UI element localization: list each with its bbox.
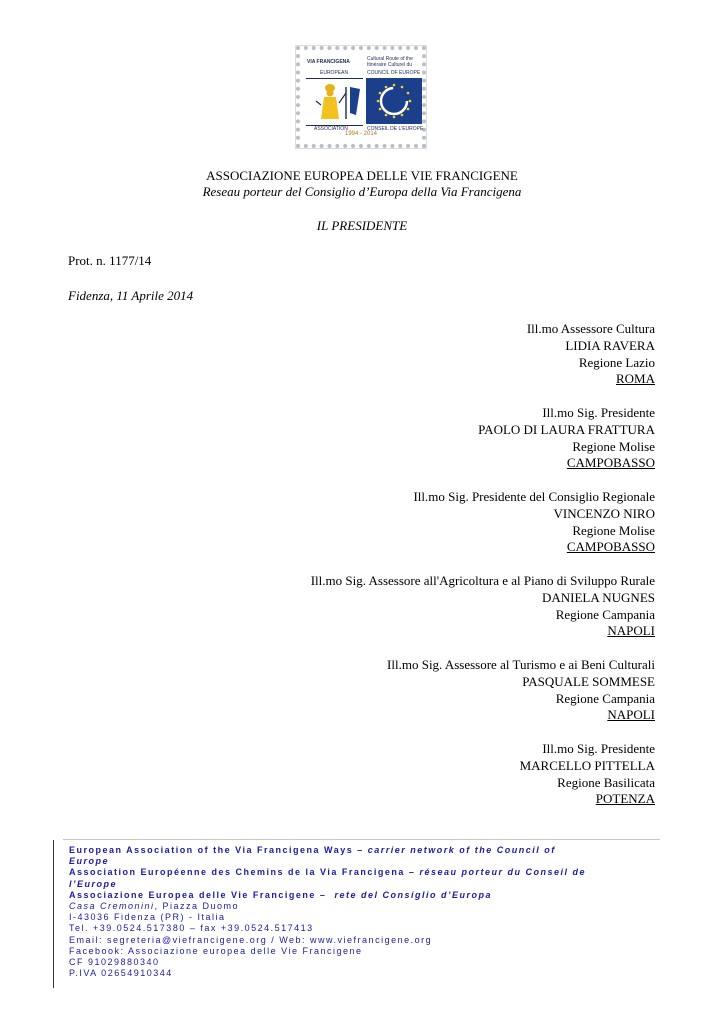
recipient-name: DANIELA NUGNES bbox=[541, 589, 655, 605]
logo-european: EUROPEAN bbox=[320, 70, 349, 76]
recipient-name: PAOLO DI LAURA FRATTURA bbox=[478, 421, 655, 437]
recipient-title: Ill.mo Sig. Presidente bbox=[542, 741, 655, 756]
recipient-title: Ill.mo Sig. Presidente bbox=[542, 405, 655, 420]
footer-cf: CF 91029880340 bbox=[69, 957, 160, 968]
recipient-title: Ill.mo Sig. Assessore all'Agricoltura e al Piano di Sviluppo Rurale bbox=[310, 573, 655, 588]
recipient-block bbox=[413, 489, 655, 556]
logo-association: ASSOCIATION bbox=[314, 126, 348, 132]
eu-stars-icon bbox=[366, 78, 422, 124]
recipient-region: Regione Basilicata bbox=[557, 774, 655, 790]
role-heading: IL PRESIDENTE bbox=[316, 218, 408, 233]
footer-casa: Casa Cremonini, Piazza Duomo bbox=[69, 901, 240, 912]
recipient-block bbox=[527, 321, 655, 388]
logo-cultural-route-2: Itinéraire Culturel du bbox=[367, 62, 413, 68]
footer-email-web: Email: segreteria@viefrancigene.org / Web: www.viefrancigene.org bbox=[69, 934, 433, 945]
date-line: Fidenza, 11 Aprile 2014 bbox=[68, 288, 194, 303]
footer bbox=[69, 845, 659, 979]
footer-line-english: European Association of the Via Francigena Ways – carrier network of the Council of bbox=[69, 845, 556, 855]
recipient-region: Regione Molise bbox=[572, 522, 655, 538]
recipient-city: CAMPOBASSO bbox=[566, 455, 655, 471]
logo-cultural-route-1: Cultural Route of the bbox=[367, 56, 413, 62]
recipient-city: NAPOLI bbox=[607, 707, 655, 723]
footer-divider bbox=[63, 839, 660, 840]
footer-piva: P.IVA 02654910344 bbox=[69, 968, 173, 979]
recipient-title: Ill.mo Assessore Cultura bbox=[526, 321, 655, 336]
recipient-title: Ill.mo Sig. Presidente del Consiglio Regionale bbox=[413, 489, 655, 504]
recipient-block bbox=[478, 405, 655, 472]
pilgrim-emblem bbox=[306, 78, 363, 126]
recipient-name: PASQUALE SOMMESE bbox=[522, 673, 655, 689]
council-emblem bbox=[366, 78, 422, 124]
footer-line-french: Association Européenne des Chemins de la Via Francigena – réseau porteur du Conseil de bbox=[69, 867, 586, 878]
recipient-city: NAPOLI bbox=[607, 623, 655, 639]
recipient-block bbox=[387, 657, 655, 724]
recipient-block bbox=[311, 573, 655, 640]
footer-line-italian: Associazione Europea delle Vie Francigene – rete del Consiglio d’Europa bbox=[69, 889, 492, 900]
logo-years: 1994 - 2014 bbox=[344, 131, 378, 137]
footer-phone: Tel. +39.0524.517380 – fax +39.0524.517413 bbox=[69, 923, 314, 934]
recipient-name: LIDIA RAVERA bbox=[565, 337, 655, 353]
recipient-city: CAMPOBASSO bbox=[566, 539, 655, 555]
footer-side-bar bbox=[53, 840, 54, 988]
logo-via-francigena: VIA FRANCIGENA bbox=[307, 59, 350, 65]
pilgrim-icon bbox=[306, 79, 363, 125]
recipient-region: Regione Molise bbox=[572, 438, 655, 454]
footer-line-english-cont: Europe bbox=[69, 856, 110, 867]
logo-council-of-europe: COUNCIL OF EUROPE bbox=[367, 70, 421, 76]
footer-address: I-43036 Fidenza (PR) - Italia bbox=[69, 912, 226, 923]
recipient-block bbox=[520, 741, 655, 808]
recipient-region: Regione Campania bbox=[555, 606, 655, 622]
recipient-city: POTENZA bbox=[595, 791, 655, 807]
recipient-name: VINCENZO NIRO bbox=[553, 505, 655, 521]
org-name: ASSOCIAZIONE EUROPEA DELLE VIE FRANCIGENE bbox=[206, 168, 518, 183]
recipient-title: Ill.mo Sig. Assessore al Turismo e ai Beni Culturali bbox=[387, 657, 655, 672]
org-subtitle: Reseau porteur del Consiglio d’Europa della Via Francigena bbox=[202, 184, 522, 199]
recipient-name: MARCELLO PITTELLA bbox=[519, 757, 655, 773]
recipient-region: Regione Campania bbox=[555, 690, 655, 706]
recipient-city: ROMA bbox=[615, 371, 655, 387]
footer-facebook: Facebook: Associazione europea delle Vie Francigene bbox=[69, 945, 363, 956]
logo-conseil: CONSEIL DE L'EUROPE bbox=[367, 126, 424, 132]
footer-line-french-cont: l’Europe bbox=[69, 878, 118, 889]
protocol-number: Prot. n. 1177/14 bbox=[68, 253, 152, 268]
association-logo bbox=[296, 46, 426, 148]
recipient-region: Regione Lazio bbox=[578, 354, 655, 370]
